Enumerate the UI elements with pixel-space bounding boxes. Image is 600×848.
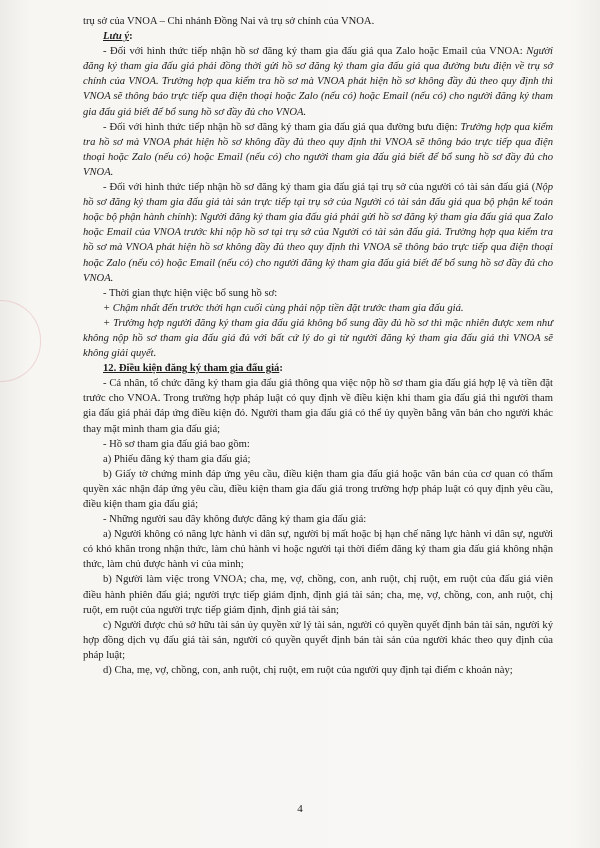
excluded-item-b: b) Người làm việc trong VNOA; cha, mẹ, vợ, chồng, con, anh ruột, chị ruột, em ruột của đấu giá viên điều hành phiên đấu giá; người trực tiếp giám định, định giá tài sản; cha, mẹ, vợ, chồng, con, anh ruột, chị ruột, em ruột của người trực tiếp giám định, định giá tài sản; (83, 574, 553, 616)
note-paragraph-1 (83, 44, 553, 119)
note-paragraph-2 (83, 120, 553, 180)
note-label: Lưu ý (103, 31, 130, 43)
section-12-title: 12. Điều kiện đăng ký tham gia đấu giá (103, 363, 280, 375)
excluded-item-a: a) Người không có năng lực hành vi dân sự, người bị mất hoặc bị hạn chế năng lực hành vi dân sự, người có khó khăn trong nhận thức, làm chủ hành vi hoặc người tại thời điểm đăng ký tham gia đấu giá không nhận thức, làm chủ được hành vi của mình; (83, 529, 553, 571)
section-12-heading (83, 361, 553, 376)
page-number: 4 (297, 803, 303, 815)
section-12-paragraph-3: - Những người sau đây không được đăng ký tham gia đấu giá: (103, 514, 367, 526)
p3-mid: ): (190, 212, 200, 224)
stamp-trace (0, 300, 41, 382)
top-line: trụ sở của VNOA – Chi nhánh Đồng Nai và trụ sở chính của VNOA. (83, 16, 375, 27)
section-12-item-a: a) Phiếu đăng ký tham gia đấu giá; (103, 453, 251, 465)
p2-lead: - Đối với hình thức tiếp nhận hồ sơ đăng ký tham gia đấu giá qua đường bưu điện: (103, 121, 461, 133)
p3-paren: Nộp hồ sơ đăng ký tham gia đấu giá tài sản trực tiếp tại trụ sở của Người có tài sản đấu giá qua bộ phận kế toán hoặc bộ phận hành chính (83, 182, 553, 224)
note-colon: : (129, 31, 133, 43)
excluded-item-d: d) Cha, mẹ, vợ, chồng, con, anh ruột, chị ruột, em ruột của người quy định tại điểm c khoản này; (103, 665, 513, 677)
p3-lead: - Đối với hình thức tiếp nhận hồ sơ đăng ký tham gia đấu giá tại trụ sở của người có tài sản đấu giá ( (103, 182, 536, 194)
p1-body: Người đăng ký tham gia đấu giá phải đồng thời gửi hồ sơ đăng ký tham gia đấu giá qua đường bưu điện về trụ sở chính của VNOA. Trường hợp qua kiểm tra hồ sơ mà VNOA phát hiện hồ sơ không đầy đủ theo quy định thì VNOA sẽ thông báo trực tiếp qua điện thoại hoặc Zalo (nếu có) hoặc Email (nếu có) cho người đăng ký tham gia đấu giá biết để bổ sung hồ sơ đầy đủ cho VNOA. (83, 46, 553, 118)
section-12-paragraph-1: - Cá nhân, tổ chức đăng ký tham gia đấu giá thông qua việc nộp hồ sơ tham gia đấu giá hợp lệ và tiền đặt trước cho VNOA. Trong trường hợp pháp luật có quy định về điều kiện khi tham gia đấu giá thì người tham gia đấu giá phải đáp ứng điều kiện đó. Người tham gia đấu giá có thể ủy quyền bằng văn bản cho người khác thay mặt mình tham gia đấu giá; (83, 378, 553, 435)
section-12-colon: : (279, 363, 283, 375)
section-12-item-b: b) Giấy tờ chứng minh đáp ứng yêu cầu, điều kiện tham gia đấu giá hoặc văn bản của cơ quan có thẩm quyền xác nhận đáp ứng yêu cầu, điều kiện tham gia đấu giá trong trường hợp pháp luật có quy định yêu cầu, điều kiện tham gia đấu giá; (83, 468, 553, 510)
document-body (83, 14, 553, 678)
note-paragraph-4: - Thời gian thực hiện việc bổ sung hồ sơ: (103, 287, 278, 299)
note-paragraph-5: + Chậm nhất đến trước thời hạn cuối cùng phải nộp tiền đặt trước tham gia đấu giá. (103, 302, 464, 314)
excluded-item-c: c) Người được chủ sở hữu tài sản ủy quyền xử lý tài sản, người có quyền quyết định bán tài sản, người ký hợp đồng dịch vụ đấu giá tài sản, người có quyền quyết định bán tài sản của người khác theo quy định của pháp luật; (83, 619, 553, 661)
p1-lead: - Đối với hình thức tiếp nhận hồ sơ đăng ký tham gia đấu giá qua Zalo hoặc Email của VNOA: (103, 46, 527, 58)
note-paragraph-6: + Trường hợp người đăng ký tham gia đấu giá không bổ sung đầy đủ hồ sơ thì mặc nhiên được xem như không nộp hồ sơ tham gia đấu giá đủ với bất cứ lý do gì từ người đăng ký tham gia đấu giá thì VNOA sẽ không giải quyết. (83, 317, 553, 360)
note-paragraph-3 (83, 180, 553, 286)
p2-body: Trường hợp qua kiểm tra hồ sơ mà VNOA phát hiện hồ sơ không đầy đủ theo quy định thì VNOA sẽ thông báo trực tiếp qua điện thoại hoặc Zalo (nếu có) hoặc Email (nếu có) cho người tham gia đấu giá biết để bổ sung hồ sơ đầy đủ cho VNOA. (83, 121, 553, 178)
p3-body: Người đăng ký tham gia đấu giá phải gửi hồ sơ đăng ký tham gia đấu giá qua Zalo hoặc Email của VNOA trước khi nộp hồ sơ tại trụ sở của Người có tài sản đấu giá. Trường hợp qua kiểm tra hồ sơ mà VNOA phát hiện hồ sơ không đầy đủ theo quy định thì VNOA sẽ thông báo trực tiếp qua điện thoại hoặc Zalo (nếu có) hoặc Email (nếu có) cho người đăng ký tham gia đấu giá biết để bổ sung hồ sơ đầy đủ cho VNOA. (83, 212, 553, 284)
note-heading (83, 29, 553, 44)
section-12-paragraph-2: - Hồ sơ tham gia đấu giá bao gồm: (103, 438, 250, 450)
